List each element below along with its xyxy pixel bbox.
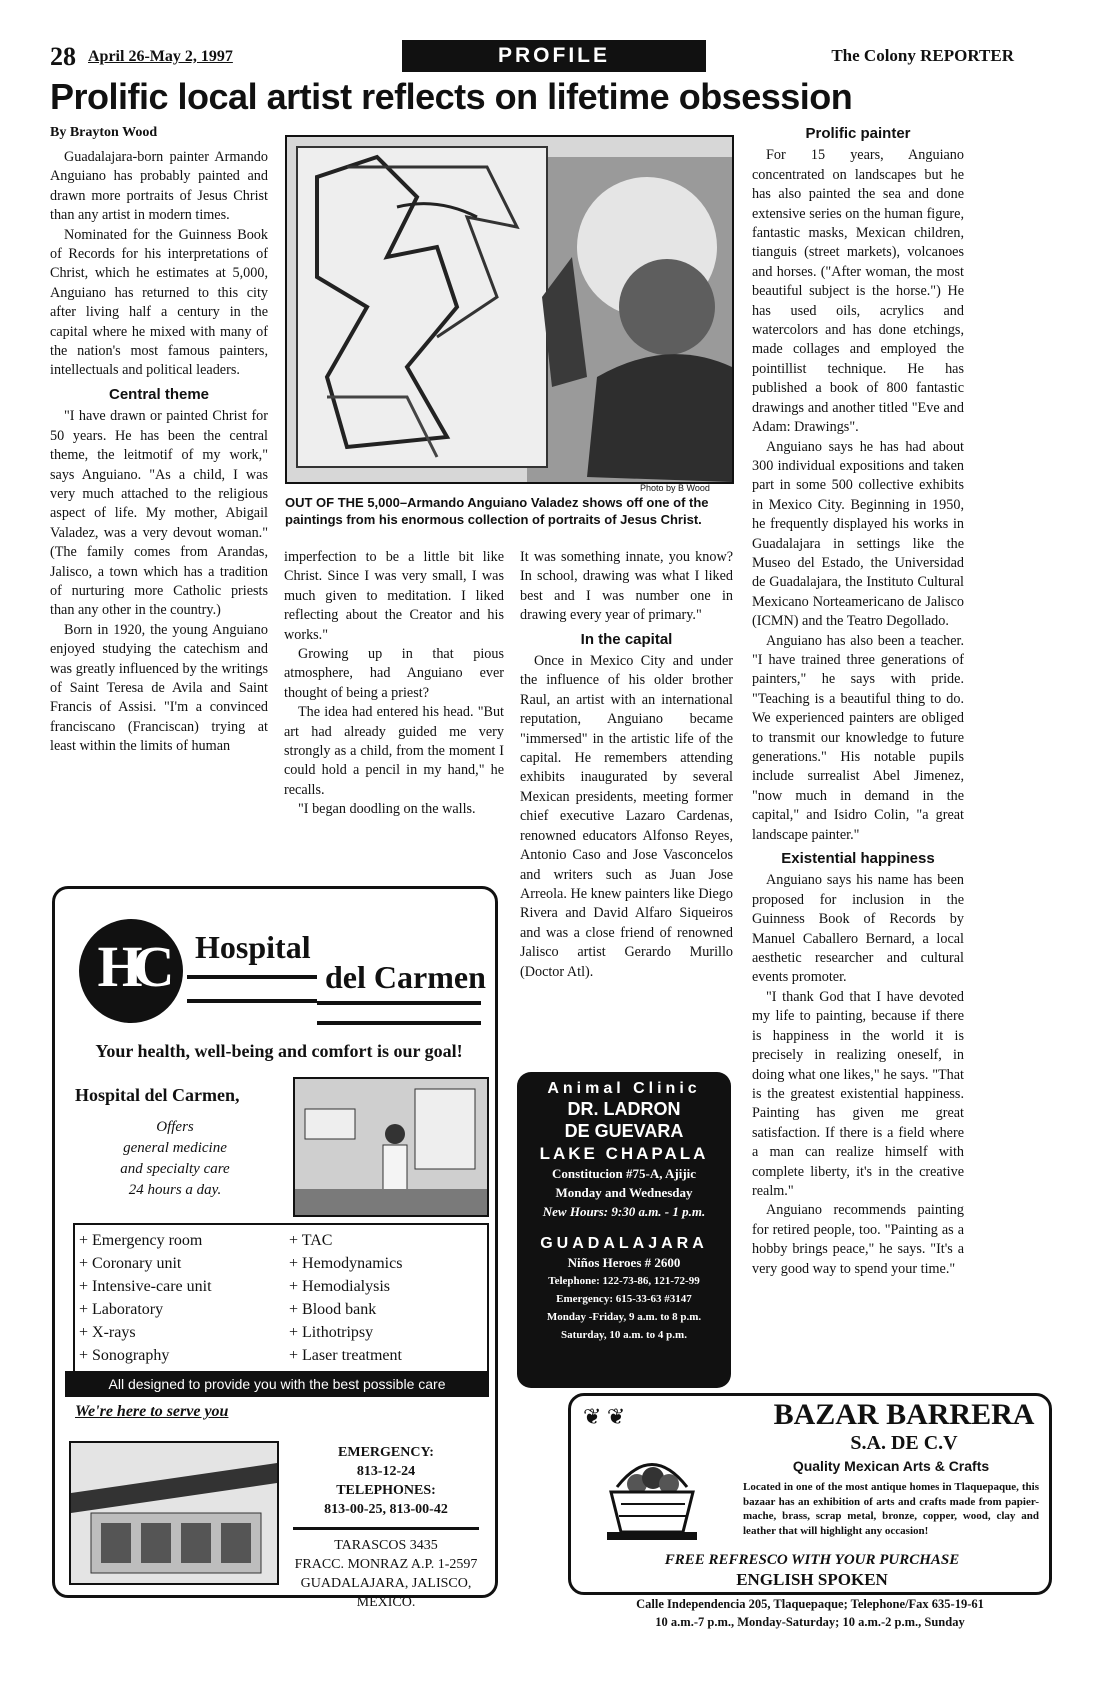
divider xyxy=(293,1527,479,1530)
clinic-location: GUADALAJARA xyxy=(540,1235,708,1252)
building-illustration xyxy=(71,1443,277,1583)
logo-stripes-right xyxy=(317,1001,481,1025)
address-line: TARASCOS 3435 xyxy=(334,1538,438,1553)
hospital-room-photo xyxy=(293,1077,489,1217)
basket-illustration xyxy=(597,1442,707,1544)
service-item: + Sonography xyxy=(79,1344,279,1367)
services-left xyxy=(79,1229,279,1367)
article-column-3 xyxy=(520,548,733,982)
logo-stripes xyxy=(187,975,317,1003)
photo-credit: Photo by B Wood xyxy=(640,483,710,493)
paragraph: Growing up in that pious atmosphere, had Anguiano ever thought of being a priest? xyxy=(284,646,504,701)
subhead-in-the-capital: In the capital xyxy=(580,630,673,648)
paragraph: "I thank God that I have devoted my life to painting, because if there is happiness in the world it is precisely in realizing oneself, in doing what one likes," he says. "That is the greatest existential happiness. Painting has given me great satisfaction. If there is a field where a man can realize himself with complete liberty, it's in the creative realm." xyxy=(752,988,964,1199)
service-item: + Hemodialysis xyxy=(289,1275,479,1298)
paragraph: It was something innate, you know? In school, drawing was what I liked best and I was number one in drawing every year of primary." xyxy=(520,549,733,624)
bazar-address: Calle Independencia 205, Tlaquepaque; Telephone/Fax 635-19-61 xyxy=(636,1597,984,1611)
service-item: + Emergency room xyxy=(79,1229,279,1252)
service-item: + Hemodynamics xyxy=(289,1252,479,1275)
paper-name: The Colony REPORTER xyxy=(831,46,1014,65)
services-list-box xyxy=(73,1223,489,1373)
bird-ornament-icon: ❦ ❦ xyxy=(583,1404,626,1429)
paragraph: Anguiano says his name has been proposed for inclusion in the Guinness Book of Records by Manuel Caballero Bernard, a local aesthetic researcher and cultural events promoter. xyxy=(752,872,964,986)
bazar-description: Located in one of the most antique homes in Tlaquepaque, this bazaar has an exhibition of arts and crafts made from papier-mache, brass, scrap metal, bronze, copper, wood, clay and leather that will highlight any occasion! xyxy=(743,1481,1039,1537)
paragraph: Born in 1920, the young Anguiano enjoyed studying the catechism and was greatly influenced by the writings of Saint Teresa de Avila and Saint Francis of Assisi. "I'm a convinced franciscano (Franciscan) trying at least within the limits of human xyxy=(50,621,268,755)
artist-photo xyxy=(285,135,734,484)
clinic-hours: New Hours: 9:30 a.m. - 1 p.m. xyxy=(542,1204,706,1219)
offers-text xyxy=(75,1117,275,1201)
issue-date: April 26-May 2, 1997 xyxy=(88,48,233,65)
bazar-subtitle: Quality Mexican Arts & Crafts xyxy=(792,1458,990,1474)
article-column-2 xyxy=(284,548,504,820)
hospital-name-sub: Hospital del Carmen, xyxy=(75,1085,240,1105)
offers-line: and specialty care xyxy=(120,1161,230,1177)
clinic-title: Animal Clinic xyxy=(547,1080,701,1097)
care-banner xyxy=(65,1371,489,1397)
subhead-central-theme: Central theme xyxy=(108,385,210,403)
clinic-hours: Monday -Friday, 9 a.m. to 8 p.m. xyxy=(546,1311,702,1323)
service-item: + TAC xyxy=(289,1229,479,1252)
paragraph: Anguiano recommends painting for retired people, too. "Painting as a hobby brings peace," he says. "It's a very good way to spend your time." xyxy=(752,1202,964,1277)
article-column-1 xyxy=(50,148,268,757)
subhead-prolific-painter: Prolific painter xyxy=(805,125,911,142)
clinic-hours: Saturday, 10 a.m. to 4 p.m. xyxy=(561,1329,687,1341)
service-item: + Laboratory xyxy=(79,1298,279,1321)
article-column-4 xyxy=(752,124,964,1279)
section-label: PROFILE xyxy=(497,44,610,67)
hospital-del-carmen-ad xyxy=(52,886,498,1610)
address-line: MEXICO. xyxy=(356,1595,416,1610)
byline: By Brayton Wood xyxy=(50,125,158,140)
photo-caption: OUT OF THE 5,000–Armando Anguiano Valadez shows off one of the paintings from his enormous collection of portraits of Jesus Christ. xyxy=(285,495,709,527)
serve-slogan: We're here to serve you xyxy=(75,1403,229,1420)
paragraph: Anguiano says he has had about 300 individual expositions and taken part in some 500 collective exhibits in Mexico City. Beginning in 1950, he frequently displayed his works in Guadalajara in settings like the Museo del Estado, the Universidad de Guadalajara, the Instituto Cultural Mexicano Norteamericano de Jalisco (ICMN) and the Teatro Degollado. xyxy=(752,438,964,630)
telephones-label: TELEPHONES: xyxy=(336,1483,436,1498)
hospital-name-line1: Hospital xyxy=(195,929,311,965)
service-item: + Blood bank xyxy=(289,1298,479,1321)
page-header xyxy=(50,42,1050,74)
clinic-address: Constitucion #75-A, Ajijic xyxy=(551,1166,697,1181)
offers-line: general medicine xyxy=(123,1140,227,1156)
service-item: + X-rays xyxy=(79,1321,279,1344)
address-line: GUADALAJARA, JALISCO, xyxy=(300,1576,472,1591)
paragraph: Once in Mexico City and under the influence of his older brother Raul, an artist with an international reputation, Anguiano became "immersed" in the artistic life of the capital. He remembers attending exhibits inaugurated by several Mexican presidents, meeting former chief executive Lazaro Cardenas, renowned educators Alfonso Reyes, Antonio Caso and Jose Vasconcelos and writers such as Juan Jose Arreola. He knew painters like Diego Rivera and David Alfaro Siqueiros and was a close friend of renowned Jalisco artist Gerardo Murillo (Doctor Atl). xyxy=(520,653,733,980)
clinic-location: LAKE CHAPALA xyxy=(539,1144,709,1163)
emergency-phone: 813-12-24 xyxy=(356,1464,416,1479)
painting-illustration xyxy=(287,137,732,482)
logo-monogram: HC xyxy=(97,934,165,999)
bazar-hours: 10 a.m.-7 p.m., Monday-Saturday; 10 a.m.-2 p.m., Sunday xyxy=(655,1615,965,1629)
paragraph: imperfection to be a little bit like Christ. Since I was very small, I was much given to meditation. I liked reflecting about the Creator and his works." xyxy=(284,549,504,643)
paragraph: "I began doodling on the walls. xyxy=(298,801,476,818)
paragraph: "I have drawn or painted Christ for 50 years. He has been the central theme, the leitmotif of my work," says Anguiano. "As a child, I was very much attached to the religious aspect of life. My mother, Abigail Valadez, was a very devout woman." (The family comes from Arandas, Jalisco, a town which has a tradition of nurturing more Catholic priests than any other in the country.) xyxy=(50,408,268,619)
offers-line: Offers xyxy=(156,1119,194,1135)
clinic-doctor: DE GUEVARA xyxy=(564,1121,684,1141)
page-number: 28 xyxy=(50,42,76,71)
service-item: + Intensive-care unit xyxy=(79,1275,279,1298)
services-right xyxy=(289,1229,479,1367)
emergency-label: EMERGENCY: xyxy=(338,1445,434,1460)
hospital-contact xyxy=(283,1443,489,1612)
paragraph: Guadalajara-born painter Armando Anguiano has probably painted and drawn more portraits of Jesus Christ than any artist in modern times. xyxy=(50,149,268,224)
clinic-emergency: Emergency: 615-33-63 #3147 xyxy=(556,1293,692,1305)
hospital-tagline: Your health, well-being and comfort is our goal! xyxy=(95,1041,463,1061)
care-banner-text: All designed to provide you with the best possible care xyxy=(108,1376,446,1392)
address-line: FRACC. MONRAZ A.P. 1-2597 xyxy=(294,1557,478,1572)
bazar-barrera-ad xyxy=(568,1393,1052,1595)
telephones: 813-00-25, 813-00-42 xyxy=(324,1502,448,1517)
basket-icon xyxy=(597,1442,707,1544)
room-illustration xyxy=(295,1079,487,1215)
paragraph: Nominated for the Guinness Book of Records for his interpretations of Christ, which he estimates at 5,000, Anguiano has returned to this city after living half a century in the capital where he mixed with many of the nation's most famous painters, intellectuals and political leaders. xyxy=(50,226,268,379)
clinic-doctor: DR. LADRON xyxy=(567,1099,681,1119)
clinic-days: Monday and Wednesday xyxy=(555,1185,693,1200)
headline: Prolific local artist reflects on lifetime obsession xyxy=(50,76,853,117)
bazar-name: BAZAR BARRERA xyxy=(773,1398,1035,1431)
bazar-company: S.A. DE C.V xyxy=(850,1432,958,1454)
service-item: + Coronary unit xyxy=(79,1252,279,1275)
service-item: + Lithotripsy xyxy=(289,1321,479,1344)
bazar-promo: FREE REFRESCO WITH YOUR PURCHASE xyxy=(664,1552,960,1568)
hospital-logo xyxy=(79,919,183,1023)
clinic-phone: Telephone: 122-73-86, 121-72-99 xyxy=(548,1275,700,1287)
clinic-address: Niños Heroes # 2600 xyxy=(567,1255,681,1270)
subhead-existential-happiness: Existential happiness xyxy=(781,850,935,868)
paragraph: Anguiano has also been a teacher. "I have trained three generations of painters," he says with pride. "Teaching is a beautiful thing to do. We experienced painters are obliged to transmit our knowledge to future generations." His notable pupils include surrealist Abel Jimenez, "now much in demand in the capital," and Isidro Colin, "a great landscape painter." xyxy=(752,632,964,843)
hospital-building-photo xyxy=(69,1441,279,1585)
paragraph: The idea had entered his head. "But art had already guided me very strongly as a child, from the moment I could hold a pencil in my hand," he recalls. xyxy=(284,704,504,798)
section-banner xyxy=(402,40,706,72)
hospital-name-line2: del Carmen xyxy=(325,959,486,995)
animal-clinic-ad xyxy=(517,1072,731,1388)
paragraph: For 15 years, Anguiano concentrated on landscapes but he has also painted the sea and done extensive series on the human figure, fantastic masks, Mexican children, tianguis (street markets), volcanoes and horses. ("After woman, the most beautiful subject is the horse.") He has used oils, acrylics and watercolors and has done etchings, made collages and employed the pointillist technique. He has published a book of 800 fantastic drawings and another titled "Eve and Adam: Drawings". xyxy=(752,147,964,436)
offers-line: 24 hours a day. xyxy=(128,1182,222,1198)
bazar-language: ENGLISH SPOKEN xyxy=(736,1570,888,1589)
service-item: + Laser treatment xyxy=(289,1344,479,1367)
